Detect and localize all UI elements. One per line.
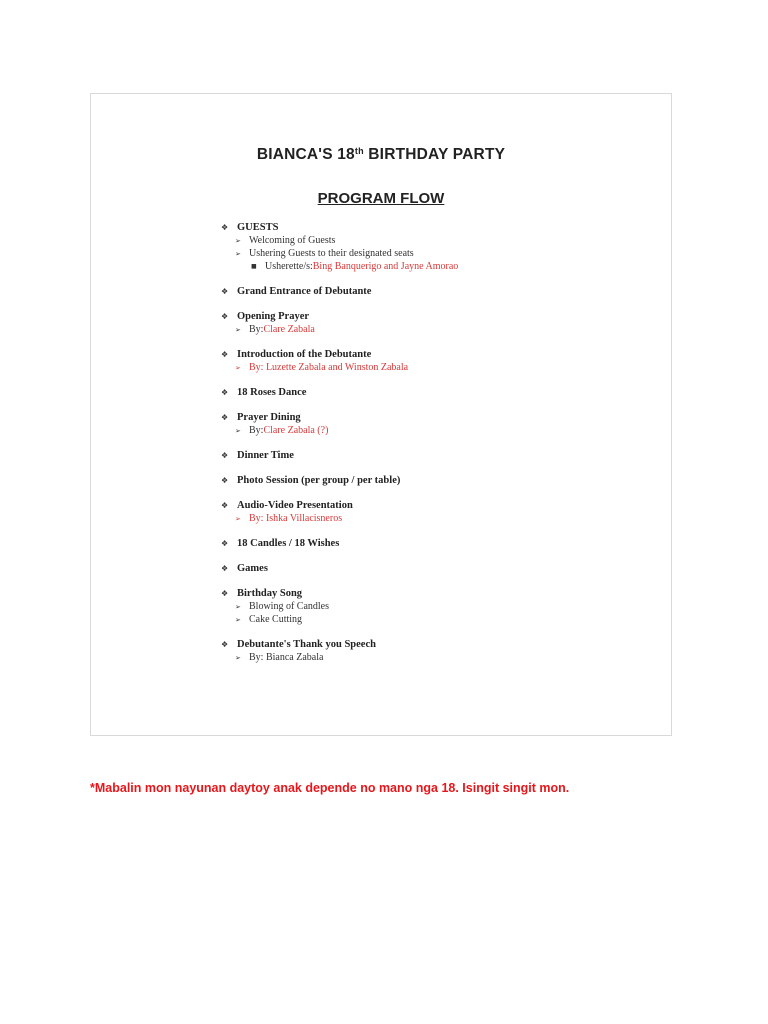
document-subtitle: PROGRAM FLOW bbox=[317, 190, 445, 207]
arrow-bullet-icon: ➢ bbox=[235, 236, 241, 245]
diamond-bullet-icon: ❖ bbox=[221, 413, 229, 422]
arrow-bullet-icon: ➢ bbox=[235, 602, 241, 611]
program-item: ❖ 18 Candles / 18 Wishes bbox=[221, 538, 340, 549]
footnote: *Mabalin mon nayunan daytoy anak depende no mano nga 18. Isingit singit mon. bbox=[90, 781, 570, 795]
program-item: ❖ Debutante's Thank you Speech ➢ By: Bianca Zabala bbox=[221, 639, 376, 663]
diamond-bullet-icon: ❖ bbox=[221, 287, 229, 296]
program-item: ❖ GUESTS ➢ Welcoming of Guests ➢ Ushering Guests to their designated seats ■ Usherette/s: Bing Banquerigo and Jayne Amorao bbox=[221, 222, 459, 272]
arrow-bullet-icon: ➢ bbox=[235, 363, 241, 372]
arrow-bullet-icon: ➢ bbox=[235, 426, 241, 435]
arrow-bullet-icon: ➢ bbox=[235, 615, 241, 624]
diamond-bullet-icon: ❖ bbox=[221, 539, 229, 548]
diamond-bullet-icon: ❖ bbox=[221, 476, 229, 485]
square-bullet-icon: ■ bbox=[251, 263, 257, 270]
diamond-bullet-icon: ❖ bbox=[221, 312, 229, 321]
program-item: ❖ Prayer Dining ➢ By: Clare Zabala (?) bbox=[221, 412, 329, 436]
program-item: ❖ Audio-Video Presentation ➢ By: Ishka Villacisneros bbox=[221, 500, 353, 524]
arrow-bullet-icon: ➢ bbox=[235, 249, 241, 258]
arrow-bullet-icon: ➢ bbox=[235, 653, 241, 662]
document-title: BIANCA'S 18th BIRTHDAY PARTY bbox=[256, 146, 506, 163]
diamond-bullet-icon: ❖ bbox=[221, 564, 229, 573]
diamond-bullet-icon: ❖ bbox=[221, 350, 229, 359]
arrow-bullet-icon: ➢ bbox=[235, 514, 241, 523]
diamond-bullet-icon: ❖ bbox=[221, 451, 229, 460]
program-item: ❖ Games bbox=[221, 563, 268, 574]
program-item: ❖ 18 Roses Dance bbox=[221, 387, 307, 398]
diamond-bullet-icon: ❖ bbox=[221, 640, 229, 649]
arrow-bullet-icon: ➢ bbox=[235, 325, 241, 334]
program-item: ❖ Birthday Song ➢ Blowing of Candles ➢ Cake Cutting bbox=[221, 588, 329, 625]
program-item: ❖ Photo Session (per group / per table) bbox=[221, 475, 401, 486]
document-image bbox=[90, 93, 672, 736]
program-item: ❖ Introduction of the Debutante ➢ By: Luzette Zabala and Winston Zabala bbox=[221, 349, 409, 373]
program-item: ❖ Opening Prayer ➢ By: Clare Zabala bbox=[221, 311, 315, 335]
diamond-bullet-icon: ❖ bbox=[221, 589, 229, 598]
diamond-bullet-icon: ❖ bbox=[221, 388, 229, 397]
program-list bbox=[221, 221, 661, 676]
program-item: ❖ Grand Entrance of Debutante bbox=[221, 286, 372, 297]
diamond-bullet-icon: ❖ bbox=[221, 223, 229, 232]
program-item: ❖ Dinner Time bbox=[221, 450, 294, 461]
diamond-bullet-icon: ❖ bbox=[221, 501, 229, 510]
